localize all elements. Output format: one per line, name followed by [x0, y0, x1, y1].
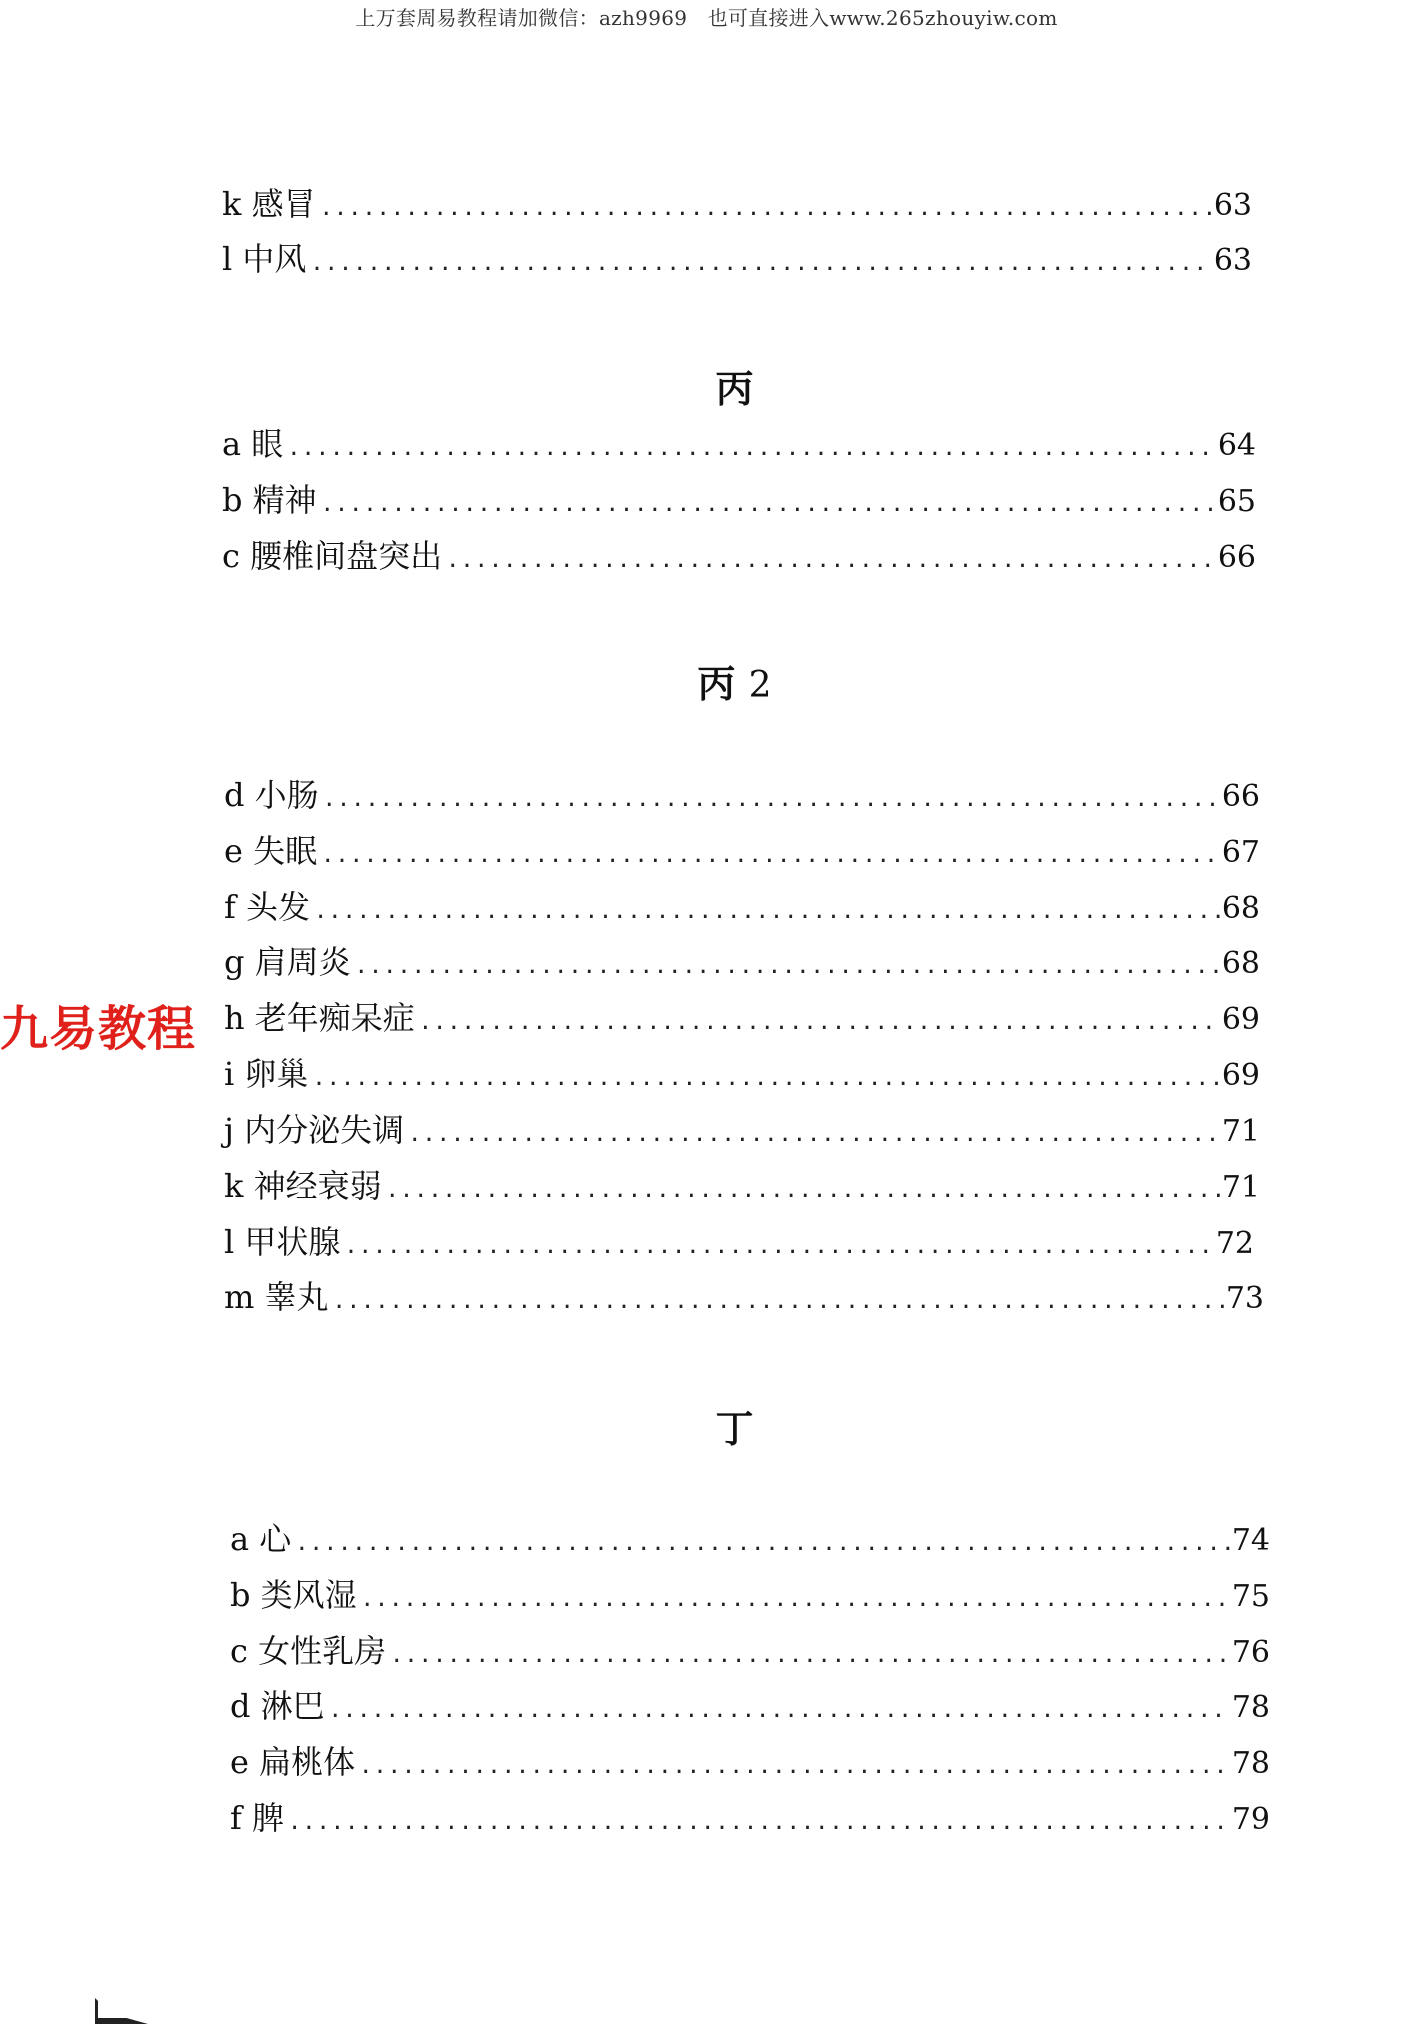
toc-entry[interactable] — [222, 240, 1252, 278]
toc-entry-label: i 卵巢 — [224, 1055, 309, 1093]
toc-entry[interactable] — [224, 943, 1260, 981]
toc-entry[interactable] — [224, 1111, 1260, 1149]
toc-leader-dots — [288, 1812, 1230, 1834]
toc-entry-label: e 扁桃体 — [230, 1743, 356, 1781]
toc-leader-dots — [323, 789, 1220, 811]
toc-entry-label: l 中风 — [222, 240, 307, 278]
section-heading-text: 丁 — [715, 1406, 754, 1451]
section-heading — [28, 358, 1413, 413]
toc-entry-page: 79 — [1231, 1802, 1270, 1837]
section-heading-text: 丙 — [715, 366, 754, 411]
toc-entry[interactable] — [224, 999, 1260, 1037]
toc-entry-page: 73 — [1225, 1281, 1264, 1316]
toc-entry-label: l 甲状腺 — [224, 1223, 341, 1261]
toc-leader-dots — [344, 1236, 1213, 1258]
toc-entry[interactable] — [224, 832, 1260, 870]
toc-entry-page: 74 — [1231, 1523, 1270, 1558]
toc-entry-label: f 头发 — [224, 888, 311, 926]
toc-entry-page: 64 — [1217, 428, 1256, 463]
toc-entry-page: 75 — [1231, 1579, 1270, 1614]
toc-leader-dots — [287, 438, 1216, 460]
toc-entry-page: 65 — [1217, 484, 1256, 519]
toc-entry-label: h 老年痴呆症 — [224, 999, 415, 1037]
toc-leader-dots — [386, 1180, 1220, 1202]
toc-entry[interactable] — [230, 1687, 1270, 1725]
toc-leader-dots — [390, 1645, 1230, 1667]
toc-entry[interactable] — [230, 1520, 1270, 1558]
toc-entry-label: k 感冒 — [222, 185, 316, 223]
toc-entry-label: m 睾丸 — [224, 1278, 329, 1316]
toc-entry[interactable] — [224, 1223, 1254, 1261]
toc-leader-dots — [320, 198, 1212, 220]
toc-entry-label: a 心 — [230, 1520, 292, 1558]
toc-leader-dots — [321, 494, 1216, 516]
toc-entry-label: c 女性乳房 — [230, 1632, 387, 1670]
toc-entry[interactable] — [230, 1799, 1270, 1837]
page-header: 上万套周易教程请加微信：azh9969 也可直接进入www.265zhouyiw.com — [355, 6, 1058, 30]
toc-entry-page: 63 — [1213, 188, 1252, 223]
toc-entry-page: 68 — [1221, 891, 1260, 926]
toc-entry-label: a 眼 — [222, 425, 284, 463]
toc-entry[interactable] — [222, 537, 1256, 575]
toc-leader-dots — [314, 901, 1220, 923]
toc-entry-label: g 肩周炎 — [224, 943, 351, 981]
toc-entry-label: d 淋巴 — [230, 1687, 325, 1725]
toc-entry-page: 66 — [1221, 779, 1260, 814]
toc-entry-page: 71 — [1221, 1170, 1260, 1205]
toc-entry-page: 69 — [1221, 1002, 1260, 1037]
toc-entry[interactable] — [224, 1055, 1260, 1093]
section-heading-text: 丙 — [697, 661, 736, 706]
toc-entry[interactable] — [230, 1576, 1270, 1614]
toc-entry-label: b 类风湿 — [230, 1576, 357, 1614]
toc-entry-page: 78 — [1231, 1746, 1270, 1781]
toc-leader-dots — [329, 1700, 1230, 1722]
toc-leader-dots — [359, 1756, 1230, 1778]
toc-leader-dots — [310, 253, 1211, 275]
toc-entry[interactable] — [224, 1278, 1264, 1316]
toc-entry-page: 69 — [1221, 1058, 1260, 1093]
toc-entry-page: 63 — [1213, 243, 1252, 278]
toc-entry-label: c 腰椎间盘突出 — [222, 537, 443, 575]
toc-entry-label: e 失眠 — [224, 832, 318, 870]
toc-leader-dots — [446, 550, 1216, 572]
section-heading-number: 2 — [748, 665, 772, 706]
section-heading — [28, 653, 1413, 708]
toc-leader-dots — [355, 956, 1220, 978]
toc-leader-dots — [408, 1124, 1220, 1146]
toc-entry[interactable] — [230, 1632, 1270, 1670]
section-heading — [28, 1398, 1413, 1453]
toc-entry-label: j 内分泌失调 — [224, 1111, 405, 1149]
watermark-logo: 九易教程 — [0, 1001, 197, 1057]
toc-entry-page: 78 — [1231, 1690, 1270, 1725]
toc-entry-page: 66 — [1217, 540, 1256, 575]
toc-leader-dots — [333, 1291, 1224, 1313]
toc-entry[interactable] — [224, 1167, 1260, 1205]
toc-leader-dots — [361, 1589, 1230, 1611]
toc-leader-dots — [419, 1012, 1220, 1034]
toc-entry[interactable] — [222, 425, 1256, 463]
toc-leader-dots — [321, 845, 1220, 867]
toc-entry[interactable] — [230, 1743, 1270, 1781]
toc-leader-dots — [295, 1533, 1230, 1555]
toc-entry-page: 68 — [1221, 946, 1260, 981]
toc-entry-label: b 精神 — [222, 481, 317, 519]
toc-entry-label: d 小肠 — [224, 776, 319, 814]
toc-entry[interactable] — [224, 776, 1260, 814]
toc-leader-dots — [312, 1068, 1219, 1090]
toc-entry-page: 72 — [1215, 1226, 1254, 1261]
toc-entry-label: f 脾 — [230, 1799, 285, 1837]
toc-entry-page: 76 — [1231, 1635, 1270, 1670]
toc-entry-label: k 神经衰弱 — [224, 1167, 382, 1205]
toc-entry[interactable] — [224, 888, 1260, 926]
toc-entry-page: 71 — [1221, 1114, 1260, 1149]
toc-entry[interactable] — [222, 481, 1256, 519]
toc-entry-page: 67 — [1221, 835, 1260, 870]
toc-entry[interactable] — [222, 185, 1252, 223]
